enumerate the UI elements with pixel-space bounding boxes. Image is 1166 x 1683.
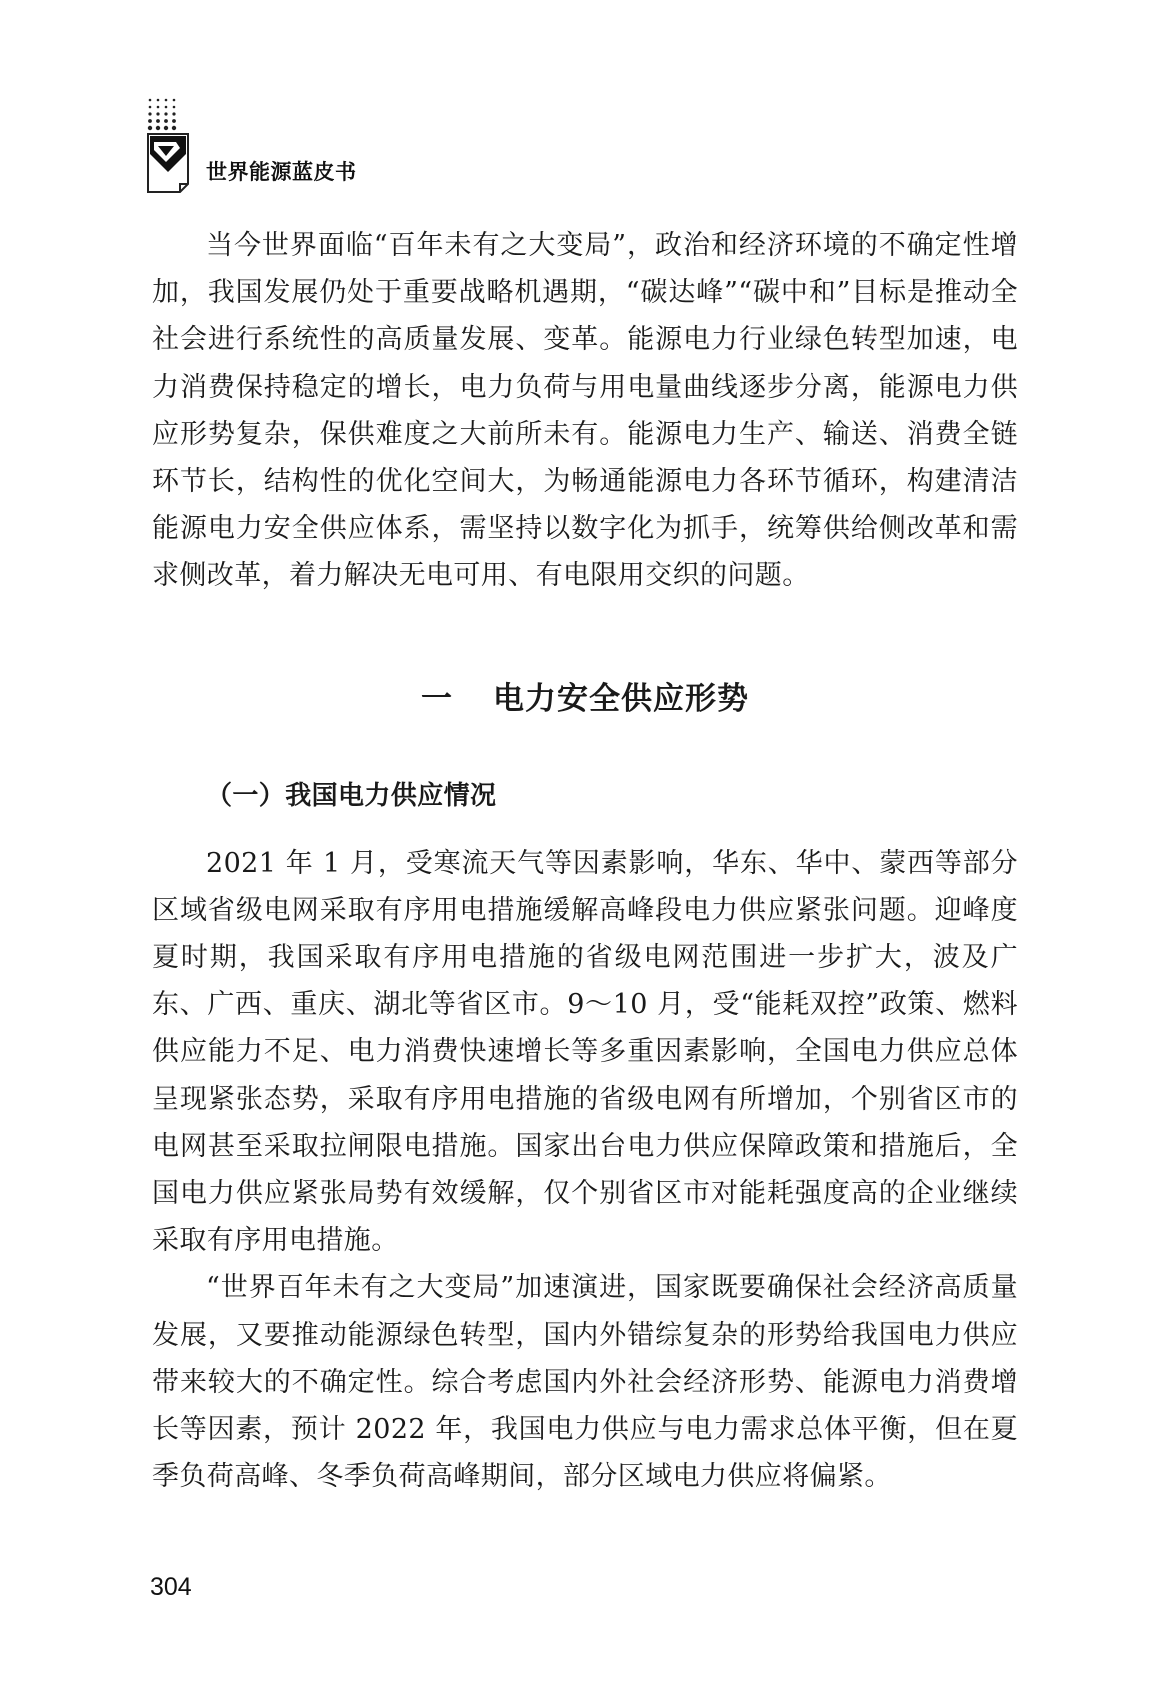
page-body	[152, 222, 1018, 1500]
section-number: 一	[421, 680, 453, 717]
page-number: 304	[150, 1573, 192, 1601]
section-title: 电力安全供应形势	[493, 680, 749, 717]
body-paragraph-1: 2021 年 1 月，受寒流天气等因素影响，华东、华中、蒙西等部分区域省级电网采取有序用电措施缓解高峰段电力供应紧张问题。迎峰度夏时期，我国采取有序用电措施的省级电网范围进一步扩大，波及广东、广西、重庆、湖北等省区市。9～10 月，受“能耗双控”政策、燃料供应能力不足、电力消费快速增长等多重因素影响，全国电力供应总体呈现紧张态势，采取有序用电措施的省级电网有所增加，个别省区市的电网甚至采取拉闸限电措施。国家出台电力供应保障政策和措施后，全国电力供应紧张局势有效缓解，仅个别省区市对能耗强度高的企业继续采取有序用电措施。	[152, 847, 1018, 1257]
running-header	[146, 96, 446, 196]
book-corner-icon	[146, 96, 194, 196]
body-paragraph-2: “世界百年未有之大变局”加速演进，国家既要确保社会经济高质量发展，又要推动能源绿色转型，国内外错综复杂的形势给我国电力供应带来较大的不确定性。综合考虑国内外社会经济形势、能源电力消费增长等因素，预计 2022 年，我国电力供应与电力需求总体平衡，但在夏季负荷高峰、冬季负荷高峰期间，部分区域电力供应将偏紧。	[152, 1272, 1018, 1493]
book-title: 世界能源蓝皮书	[206, 160, 357, 184]
intro-paragraph: 当今世界面临“百年未有之大变局”，政治和经济环境的不确定性增加，我国发展仍处于重要战略机遇期，“碳达峰”“碳中和”目标是推动全社会进行系统性的高质量发展、变革。能源电力行业绿色转型加速，电力消费保持稳定的增长，电力负荷与用电量曲线逐步分离，能源电力供应形势复杂，保供难度之大前所未有。能源电力生产、输送、消费全链环节长，结构性的优化空间大，为畅通能源电力各环节循环，构建清洁能源电力安全供应体系，需坚持以数字化为抓手，统筹供给侧改革和需求侧改革，着力解决无电可用、有电限用交织的问题。	[152, 230, 1018, 592]
section-heading	[152, 674, 1018, 724]
subsection-heading: （一）我国电力供应情况	[206, 780, 497, 811]
